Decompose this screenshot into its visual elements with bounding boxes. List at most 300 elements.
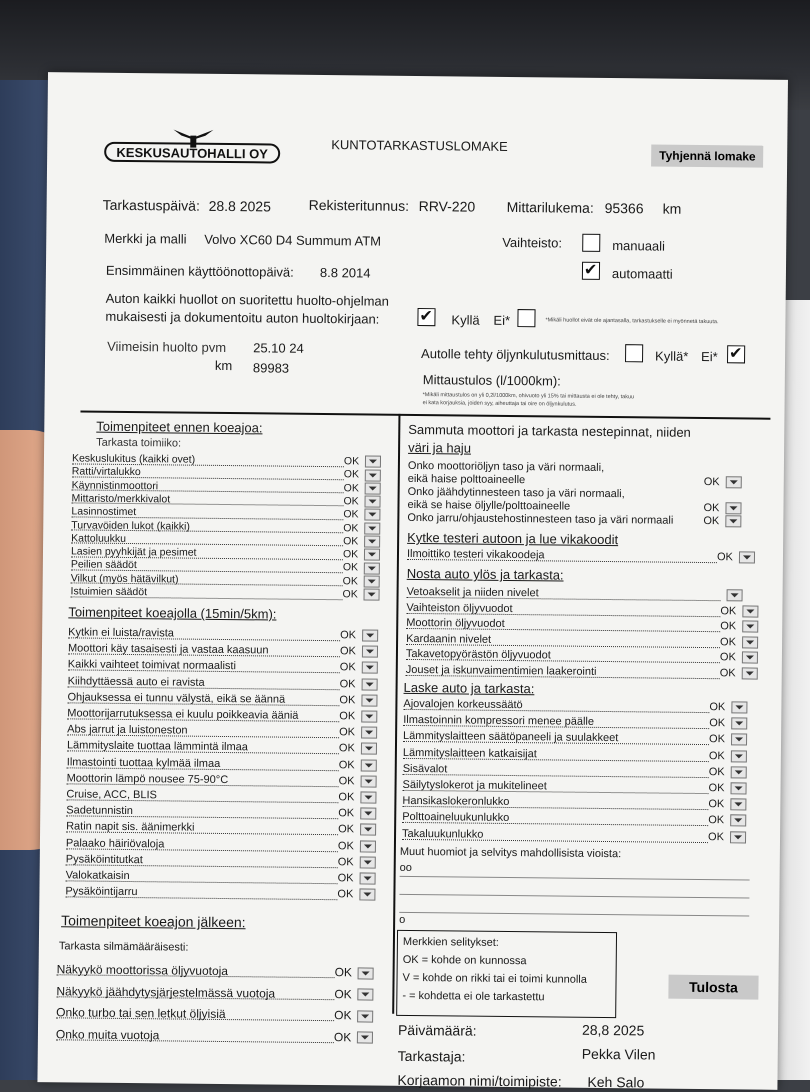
checklist-item-label: Lämmityslaitteen säätöpaneeli ja suulakkeet <box>403 730 618 744</box>
dropdown-arrow-icon[interactable] <box>731 734 747 746</box>
status-select[interactable] <box>344 455 381 468</box>
dropdown-arrow-icon[interactable] <box>742 605 758 617</box>
dropdown-arrow-icon[interactable] <box>360 775 376 787</box>
status-value: OK <box>704 476 720 488</box>
checklist-item-label: Ilmastoinnin kompressori menee päälle <box>403 714 594 728</box>
dropdown-arrow-icon[interactable] <box>364 549 380 561</box>
status-select[interactable] <box>335 965 374 979</box>
checklist-item-label: Ilmastointi tuottaa kylmää ilmaa <box>67 756 221 770</box>
fluid-item-line2: eikä se haise öljylle/polttoaineelle <box>407 499 570 513</box>
checklist-item-label: Onko turbo tai sen letkut öljyisiä <box>56 1005 226 1021</box>
dropdown-arrow-icon[interactable] <box>730 815 746 827</box>
checklist-row <box>66 869 130 882</box>
dropdown-arrow-icon[interactable] <box>742 636 758 648</box>
dropdown-arrow-icon[interactable] <box>365 482 381 494</box>
checklist-row <box>406 601 512 614</box>
checklist-item-label: Pysäköintijarru <box>65 886 137 899</box>
section-divider <box>80 410 770 419</box>
notes-mark-2[interactable]: o <box>399 914 405 926</box>
status-value: OK <box>343 548 358 560</box>
clear-form-button[interactable]: Tyhjennä lomake <box>651 144 764 167</box>
status-value: OK <box>340 629 356 641</box>
status-value: OK <box>708 798 724 810</box>
first-reg-label: Ensimmäinen käyttöönottopäivä: <box>106 263 294 280</box>
lift-title: Nosta auto ylös ja tarkasta: <box>407 566 564 583</box>
checklist-row <box>402 795 509 808</box>
visual-check-label: Tarkasta silmämääräisesti: <box>59 940 189 953</box>
status-value: OK <box>334 1030 351 1044</box>
dropdown-arrow-icon[interactable] <box>730 831 746 843</box>
dropdown-arrow-icon[interactable] <box>360 824 376 836</box>
fluid-item-line2: eikä haise polttoaineelle <box>408 473 526 486</box>
status-select[interactable] <box>709 766 747 778</box>
status-select[interactable] <box>340 678 378 690</box>
dropdown-arrow-icon[interactable] <box>727 589 743 601</box>
dropdown-arrow-icon[interactable] <box>731 750 747 762</box>
checklist-row <box>406 648 551 662</box>
checklist-row <box>71 585 148 598</box>
notes-label: Muut huomiot ja selvitys mahdollisista vioista: <box>400 846 621 860</box>
status-select[interactable] <box>721 589 743 601</box>
status-select[interactable] <box>708 798 746 810</box>
status-value: OK <box>717 551 733 563</box>
status-value: OK <box>720 636 736 648</box>
status-value: OK <box>339 775 355 787</box>
status-select[interactable] <box>338 807 376 819</box>
status-select[interactable] <box>339 775 377 787</box>
status-value: OK <box>720 651 736 663</box>
status-select[interactable] <box>340 629 378 641</box>
checklist-row <box>56 1005 226 1021</box>
dropdown-arrow-icon[interactable] <box>357 1032 373 1044</box>
dropdown-arrow-icon[interactable] <box>362 646 378 658</box>
gearbox-auto-checkbox[interactable] <box>582 262 600 280</box>
checklist-item-label: Vaihteiston öljyvuodot <box>406 601 512 614</box>
first-reg-value[interactable]: 8.8 2014 <box>320 265 371 281</box>
date-value[interactable]: 28,8 2025 <box>582 1022 644 1039</box>
oil-test-no-label: Ei* <box>701 349 718 364</box>
checklist-item-label: Käynnistinmoottori <box>72 479 158 492</box>
checklist-item-label: Moottorin öljyvuodot <box>406 617 505 630</box>
checklist-item-label: Valokatkaisin <box>66 869 130 882</box>
gearbox-manual-checkbox[interactable] <box>582 234 600 252</box>
checklist-row <box>66 805 133 818</box>
legend-title: Merkkien selitykset: <box>403 936 499 949</box>
status-value: OK <box>338 872 354 884</box>
legend-v: V = kohde on rikki tai ei toimi kunnolla <box>402 972 586 986</box>
status-select[interactable] <box>334 1008 373 1022</box>
status-value: OK <box>720 620 736 632</box>
checklist-item-label: Ohjauksessa ei tunnu välystä, eikä se äännä <box>67 691 285 705</box>
service-footnote: *Mikäli huollot eivät ole ajantasalla, tarkastukselle ei myönnetä takuuta. <box>545 317 718 325</box>
checklist-item-label: Säilytyslokerot ja mukitelineet <box>403 779 547 793</box>
checklist-row <box>67 707 298 721</box>
dropdown-arrow-icon[interactable] <box>742 667 758 679</box>
status-value: OK <box>339 759 355 771</box>
checklist-item-label: Abs jarrut ja luistoneston <box>67 724 188 737</box>
status-select[interactable] <box>339 710 377 722</box>
status-value: OK <box>343 522 358 534</box>
dropdown-arrow-icon[interactable] <box>739 551 755 563</box>
checklist-row <box>68 659 236 673</box>
result-label: Mittaustulos (l/1000km): <box>423 372 561 388</box>
result-footnote-line1: *Mikäli mittaustulos on yli 0,2l/1000km, ohivuoto yli 15% tai mittausta ei ole tehty, takuu <box>423 392 635 400</box>
status-value: OK <box>709 717 725 729</box>
dropdown-arrow-icon[interactable] <box>360 840 376 852</box>
inspection-date-value[interactable]: 28.8 2025 <box>209 198 271 215</box>
status-value: OK <box>343 495 358 507</box>
checklist-item-label: Moottorijarrutuksessa ei kuulu poikkeavia ääniä <box>67 707 298 721</box>
status-select[interactable] <box>340 645 378 657</box>
status-select[interactable] <box>337 888 375 900</box>
dropdown-arrow-icon[interactable] <box>361 743 377 755</box>
status-select[interactable] <box>339 694 377 706</box>
status-select[interactable] <box>709 750 747 762</box>
status-select[interactable] <box>340 662 378 674</box>
date-label: Päivämäärä: <box>398 1022 477 1039</box>
checklist-item-label: Ratti/virtalukko <box>72 466 141 479</box>
dropdown-arrow-icon[interactable] <box>731 766 747 778</box>
dropdown-arrow-icon[interactable] <box>365 496 381 508</box>
oil-test-yes-checkbox[interactable] <box>625 344 643 362</box>
odometer-value[interactable]: 95366 <box>605 200 644 216</box>
status-value: OK <box>344 482 359 494</box>
status-value: OK <box>343 535 358 547</box>
checklist-row <box>71 519 190 532</box>
oil-test-label: Autolle tehty öljynkulutusmittaus: <box>421 346 610 363</box>
checklist-row <box>72 452 195 465</box>
checklist-item-label: Lämmityslaite tuottaa lämmintä ilmaa <box>67 740 248 754</box>
dropdown-arrow-icon[interactable] <box>364 575 380 587</box>
dropdown-arrow-icon[interactable] <box>364 535 380 547</box>
dropdown-arrow-icon[interactable] <box>730 799 746 811</box>
checklist-row <box>71 559 137 572</box>
status-select[interactable] <box>343 535 380 548</box>
tester-title: Kytke testeri autoon ja lue vikakoodit <box>407 530 618 547</box>
workshop-value[interactable]: Keh Salo <box>587 1074 644 1091</box>
checklist-item-label: Lasien pyyhkijät ja pesimet <box>71 545 197 558</box>
lower-title: Laske auto ja tarkasta: <box>404 680 535 696</box>
dropdown-arrow-icon[interactable] <box>362 662 378 674</box>
status-select[interactable] <box>709 733 747 745</box>
dropdown-arrow-icon[interactable] <box>725 502 741 514</box>
dropdown-arrow-icon[interactable] <box>742 652 758 664</box>
notes-line <box>399 912 749 917</box>
checklist-item-label: Turvavöiden lukot (kaikki) <box>71 519 190 532</box>
checklist-row <box>66 837 165 850</box>
checklist-item-label: Keskuslukitus (kaikki ovet) <box>72 452 195 465</box>
workshop-label: Korjaamon nimi/toimipiste: <box>397 1072 561 1090</box>
checklist-row <box>67 756 221 770</box>
checklist-row <box>402 811 509 824</box>
dropdown-arrow-icon[interactable] <box>361 759 377 771</box>
inspector-value[interactable]: Pekka Vilen <box>582 1046 656 1063</box>
dropdown-arrow-icon[interactable] <box>731 701 747 713</box>
status-select[interactable] <box>708 782 746 794</box>
status-value: OK <box>340 662 356 674</box>
status-value: OK <box>343 575 358 587</box>
checklist-item-label: Mittaristo/merkkivalot <box>71 492 170 505</box>
last-service-km-label: km <box>215 358 232 373</box>
checklist-row <box>68 675 205 688</box>
oil-test-no-checkbox[interactable] <box>727 345 745 363</box>
status-select[interactable] <box>343 508 380 521</box>
dropdown-arrow-icon[interactable] <box>361 711 377 723</box>
status-select[interactable] <box>720 651 758 663</box>
after-drive-title: Toimenpiteet koeajon jälkeen: <box>61 912 246 930</box>
inspection-date-label: Tarkastuspäivä: <box>103 197 200 214</box>
checklist-row <box>66 821 195 834</box>
status-select[interactable] <box>334 1030 373 1044</box>
last-service-date[interactable]: 25.10 24 <box>253 340 304 356</box>
status-value: OK <box>708 831 724 843</box>
checklist-row <box>71 532 126 545</box>
status-value: OK <box>338 824 354 836</box>
checklist-item-label: Lasinnostimet <box>71 506 136 519</box>
gearbox-manual-label: manuaali <box>612 238 665 254</box>
status-select[interactable] <box>703 515 741 527</box>
service-text-line1: Auton kaikki huollot on suoritettu huolto-ohjelman <box>106 291 389 309</box>
status-select[interactable] <box>343 495 380 508</box>
status-select[interactable] <box>338 872 376 884</box>
status-select[interactable] <box>720 620 758 632</box>
notes-line <box>400 876 750 881</box>
status-select[interactable] <box>704 476 742 488</box>
logo-emblem-icon <box>103 125 283 167</box>
odometer-label: Mittarilukema: <box>507 199 594 216</box>
status-select[interactable] <box>343 588 380 601</box>
dropdown-arrow-icon[interactable] <box>731 718 747 730</box>
status-value: OK <box>339 694 355 706</box>
dropdown-arrow-icon[interactable] <box>359 889 375 901</box>
status-value: OK <box>338 856 354 868</box>
dropdown-arrow-icon[interactable] <box>358 967 374 979</box>
fluid-item-line2: Onko jarru/ohjaustehostinnesteen taso ja väri normaali <box>407 512 673 527</box>
status-value: OK <box>343 508 358 520</box>
status-value: OK <box>720 667 736 679</box>
checklist-row <box>67 691 285 705</box>
checklist-item-label: Ilmoittiko testeri vikakoodeja <box>407 548 545 561</box>
checklist-row <box>65 886 137 899</box>
status-select[interactable] <box>338 824 376 836</box>
status-value: OK <box>343 562 358 574</box>
fluid-item-line1: Onko moottoriöljyn taso ja väri normaali, <box>408 460 604 474</box>
gearbox-auto-label: automaatti <box>612 266 673 282</box>
checklist-item-label: Moottorin lämpö nousee 75-90°C <box>67 772 229 786</box>
inspector-label: Tarkastaja: <box>398 1048 466 1065</box>
print-button[interactable]: Tulosta <box>668 975 758 1000</box>
status-value: OK <box>335 965 352 979</box>
checklist-row <box>403 714 594 728</box>
fluid-item-line1: Onko jäähdytinnesteen taso ja väri normaali, <box>408 486 625 500</box>
status-select[interactable] <box>339 759 377 771</box>
checklist-row <box>72 479 158 492</box>
dropdown-arrow-icon[interactable] <box>365 509 381 521</box>
status-value: OK <box>344 455 359 467</box>
checklist-row <box>67 740 248 754</box>
service-yes-label: Kyllä <box>451 312 479 327</box>
checklist-row <box>406 632 491 645</box>
status-select[interactable] <box>334 987 373 1001</box>
checklist-row <box>71 572 179 585</box>
checklist-row <box>68 643 269 657</box>
service-text-line2: mukaisesti ja dokumentoitu auton huoltokirjaan: <box>105 309 379 327</box>
checklist-row <box>403 730 618 744</box>
checklist-item-label: Moottori käy tasaisesti ja vastaa kaasuun <box>68 643 269 657</box>
dropdown-arrow-icon[interactable] <box>358 989 374 1001</box>
status-select[interactable] <box>717 551 755 563</box>
checklist-item-label: Peilien säädöt <box>71 559 137 572</box>
status-select[interactable] <box>338 840 376 852</box>
dropdown-arrow-icon[interactable] <box>360 808 376 820</box>
status-select[interactable] <box>720 667 758 679</box>
checklist-row <box>403 746 537 759</box>
dropdown-arrow-icon[interactable] <box>725 515 741 527</box>
checklist-item-label: Palaako häiriövaloja <box>66 837 165 850</box>
checklist-item-label: Kiihdyttäessä auto ei ravista <box>68 675 205 688</box>
status-value: OK <box>709 701 725 713</box>
dropdown-arrow-icon[interactable] <box>726 476 742 488</box>
checklist-row <box>403 698 522 711</box>
status-select[interactable] <box>709 701 747 713</box>
engine-fluids-title-line1: Sammuta moottori ja tarkasta nestepinnat, niiden <box>408 422 691 440</box>
checklist-item-label: Cruise, ACC, BLIS <box>66 788 157 801</box>
legend-ok: OK = kohde on kunnossa <box>403 954 527 967</box>
dropdown-arrow-icon[interactable] <box>364 522 380 534</box>
dropdown-arrow-icon[interactable] <box>360 856 376 868</box>
dropdown-arrow-icon[interactable] <box>364 562 380 574</box>
dropdown-arrow-icon[interactable] <box>361 694 377 706</box>
status-value: OK <box>709 766 725 778</box>
status-value: OK <box>339 710 355 722</box>
status-value: OK <box>340 645 356 657</box>
checklist-item-label: Näkyykö moottorissa öljyvuotoja <box>57 962 229 978</box>
status-select[interactable] <box>708 831 746 843</box>
engine-fluids-title-line2: väri ja haju <box>408 440 471 456</box>
checklist-row <box>57 962 229 978</box>
status-select[interactable] <box>339 743 377 755</box>
oil-test-yes-label: Kyllä* <box>655 348 688 363</box>
status-select[interactable] <box>343 575 380 588</box>
dropdown-arrow-icon[interactable] <box>357 1010 373 1022</box>
checklist-row <box>406 663 597 677</box>
checklist-row <box>66 853 143 866</box>
checklist-row <box>407 586 539 599</box>
status-value: OK <box>340 678 356 690</box>
leader-dots <box>403 763 709 778</box>
service-no-label: Ei* <box>493 313 510 328</box>
checklist-row <box>406 617 505 630</box>
status-value: OK <box>709 733 725 745</box>
dropdown-arrow-icon[interactable] <box>364 589 380 601</box>
status-select[interactable] <box>708 814 746 826</box>
notes-line <box>399 894 749 899</box>
status-value: OK <box>703 515 719 527</box>
checklist-item-label: Sadetunnistin <box>66 805 133 818</box>
status-select[interactable] <box>338 856 376 868</box>
checklist-item-label: Onko muita vuotoja <box>56 1027 160 1042</box>
checklist-row <box>71 492 170 505</box>
status-value: OK <box>334 987 351 1001</box>
dropdown-arrow-icon[interactable] <box>365 456 381 468</box>
checklist-item-label: Takavetopyörästön öljyvuodot <box>406 648 551 662</box>
dropdown-arrow-icon[interactable] <box>730 782 746 794</box>
service-yes-checkbox[interactable] <box>417 308 435 326</box>
checklist-item-label: Jouset ja iskunvaimentimien laakerointi <box>406 663 597 677</box>
status-select[interactable] <box>720 605 758 617</box>
make-model-value[interactable]: Volvo XC60 D4 Summum ATM <box>204 232 381 249</box>
checklist-item-label: Vilkut (myös hätävilkut) <box>71 572 179 585</box>
checklist-item-label: Sisävalot <box>403 763 448 775</box>
checklist-row <box>67 772 229 786</box>
status-value: OK <box>709 750 725 762</box>
dropdown-arrow-icon[interactable] <box>360 792 376 804</box>
checklist-item-label: Ratin napit sis. äänimerkki <box>66 821 195 834</box>
status-select[interactable] <box>343 548 380 561</box>
status-value: OK <box>334 1008 351 1022</box>
checklist-item-label: Kaikki vaihteet toimivat normaalisti <box>68 659 236 673</box>
status-select[interactable] <box>338 791 376 803</box>
reg-value[interactable]: RRV-220 <box>419 198 476 215</box>
checklist-row <box>402 827 483 840</box>
status-select[interactable] <box>703 502 741 514</box>
dropdown-arrow-icon[interactable] <box>365 469 381 481</box>
checklist-row <box>66 788 157 801</box>
dropdown-arrow-icon[interactable] <box>362 630 378 642</box>
check-works-label: Tarkasta toimiiko: <box>96 437 181 450</box>
legend-dash: - = kohdetta ei ole tarkastettu <box>402 990 544 1003</box>
checklist-row <box>72 466 141 479</box>
status-select[interactable] <box>344 469 381 482</box>
checklist-row <box>71 506 136 519</box>
status-select[interactable] <box>709 717 747 729</box>
logo-text: KESKUSAUTOHALLI OY <box>116 145 268 162</box>
company-logo <box>103 125 283 172</box>
status-value: OK <box>338 791 354 803</box>
inspection-form-paper <box>37 72 788 1090</box>
dropdown-arrow-icon[interactable] <box>359 873 375 885</box>
status-value: OK <box>708 782 724 794</box>
status-select[interactable] <box>339 726 377 738</box>
notes-mark-1[interactable]: oo <box>400 862 412 874</box>
checklist-item-label: Lämmityslaitteen katkaisijat <box>403 746 537 759</box>
form-title: KUNTOTARKASTUSLOMAKE <box>331 137 508 154</box>
status-value: OK <box>338 840 354 852</box>
dropdown-arrow-icon[interactable] <box>361 727 377 739</box>
last-service-km[interactable]: 89983 <box>253 360 289 375</box>
service-no-checkbox[interactable] <box>517 309 535 327</box>
status-value: OK <box>344 469 359 481</box>
status-select[interactable] <box>720 636 758 648</box>
status-value: OK <box>343 588 358 600</box>
status-select[interactable] <box>343 562 380 575</box>
status-value: OK <box>708 814 724 826</box>
checklist-row <box>56 1027 160 1042</box>
dropdown-arrow-icon[interactable] <box>742 621 758 633</box>
checklist-item-label: Polttoaineluukunlukko <box>402 811 509 824</box>
checklist-item-label: Kattoluukku <box>71 532 126 545</box>
status-value: OK <box>338 807 354 819</box>
odometer-unit: km <box>663 201 682 217</box>
checklist-row <box>403 763 448 775</box>
make-model-label: Merkki ja malli <box>104 231 186 247</box>
status-select[interactable] <box>343 522 380 535</box>
checklist-row <box>56 984 275 1000</box>
dropdown-arrow-icon[interactable] <box>361 678 377 690</box>
checklist-row <box>67 724 188 737</box>
result-footnote-line2: ei kata korjauksia, joiden syy, aiheuttaja tai oire on öljynkulutus. <box>423 400 577 408</box>
status-select[interactable] <box>344 482 381 495</box>
